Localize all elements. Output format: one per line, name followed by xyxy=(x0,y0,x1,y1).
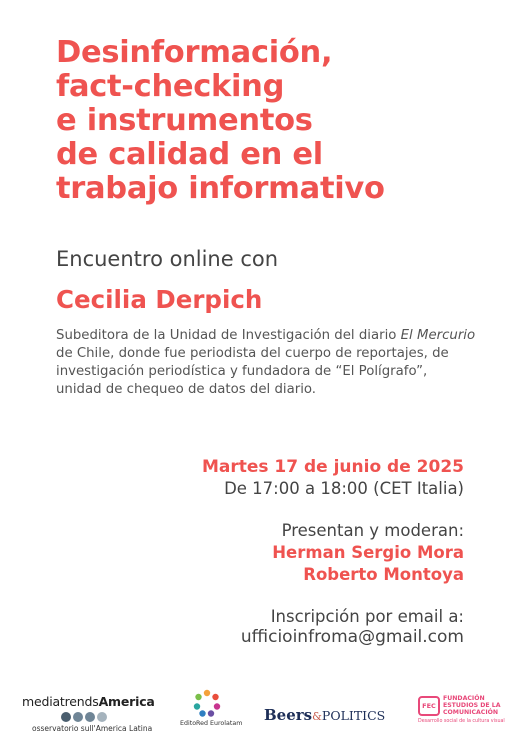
title-line: Desinformación, xyxy=(56,35,333,70)
moderator-name: Herman Sergio Mora xyxy=(272,543,464,562)
title-line: fact-checking xyxy=(56,69,285,104)
registration-email[interactable]: ufficioinfroma@gmail.com xyxy=(240,627,464,647)
mediatrends-name-regular: mediatrends xyxy=(22,694,99,709)
title-line: de calidad en el xyxy=(56,137,323,172)
fec-logo xyxy=(418,696,518,724)
speaker-bio xyxy=(56,327,476,399)
beers-text: Beers xyxy=(264,706,313,724)
politics-text: POLITICS xyxy=(321,708,386,723)
mediatrends-wordmark xyxy=(22,694,172,709)
fec-tagline: Desarrollo social de la cultura visual xyxy=(418,719,505,725)
editored-name: EditoRed Eurolatam xyxy=(180,720,243,727)
intro-text: Encuentro online con xyxy=(56,247,279,271)
newspaper-name: El Mercurio xyxy=(400,328,476,343)
fec-line: FUNDACIÓN xyxy=(443,695,485,702)
title-line: e instrumentos xyxy=(56,103,313,138)
fec-name xyxy=(443,696,501,716)
bio-text: de Chile, donde fue periodista del cuerpo de reportajes, de investigación periodística y fundadora de “El Polígrafo”, unidad de chequeo de datos del diario. xyxy=(56,346,449,397)
bio-text: Subeditora de la Unidad de Investigación del diario xyxy=(56,328,401,343)
beers-politics-logo xyxy=(264,705,385,724)
fec-badge: FEC xyxy=(418,696,440,716)
registration-label: Inscripción por email a: xyxy=(270,607,464,626)
moderator-name: Roberto Montoya xyxy=(303,565,464,584)
title-line: trabajo informativo xyxy=(56,171,385,206)
mediatrends-subtitle: osservatorio sull'America Latina xyxy=(32,724,153,733)
editored-ring-icon xyxy=(192,688,222,718)
event-title xyxy=(56,36,496,206)
event-time: De 17:00 a 18:00 (CET Italia) xyxy=(224,479,464,498)
event-date: Martes 17 de junio de 2025 xyxy=(201,457,464,477)
moderators-label: Presentan y moderan: xyxy=(281,521,464,540)
fec-line: ESTUDIOS DE LA xyxy=(443,701,501,709)
mediatrends-logo xyxy=(22,694,172,733)
mediatrends-name-bold: America xyxy=(98,694,155,709)
speaker-name: Cecilia Derpich xyxy=(56,285,263,314)
dots-icon xyxy=(61,712,172,722)
ampersand: & xyxy=(312,710,322,723)
editored-logo xyxy=(180,688,243,727)
fec-line: COMUNICACIÓN xyxy=(443,708,499,716)
